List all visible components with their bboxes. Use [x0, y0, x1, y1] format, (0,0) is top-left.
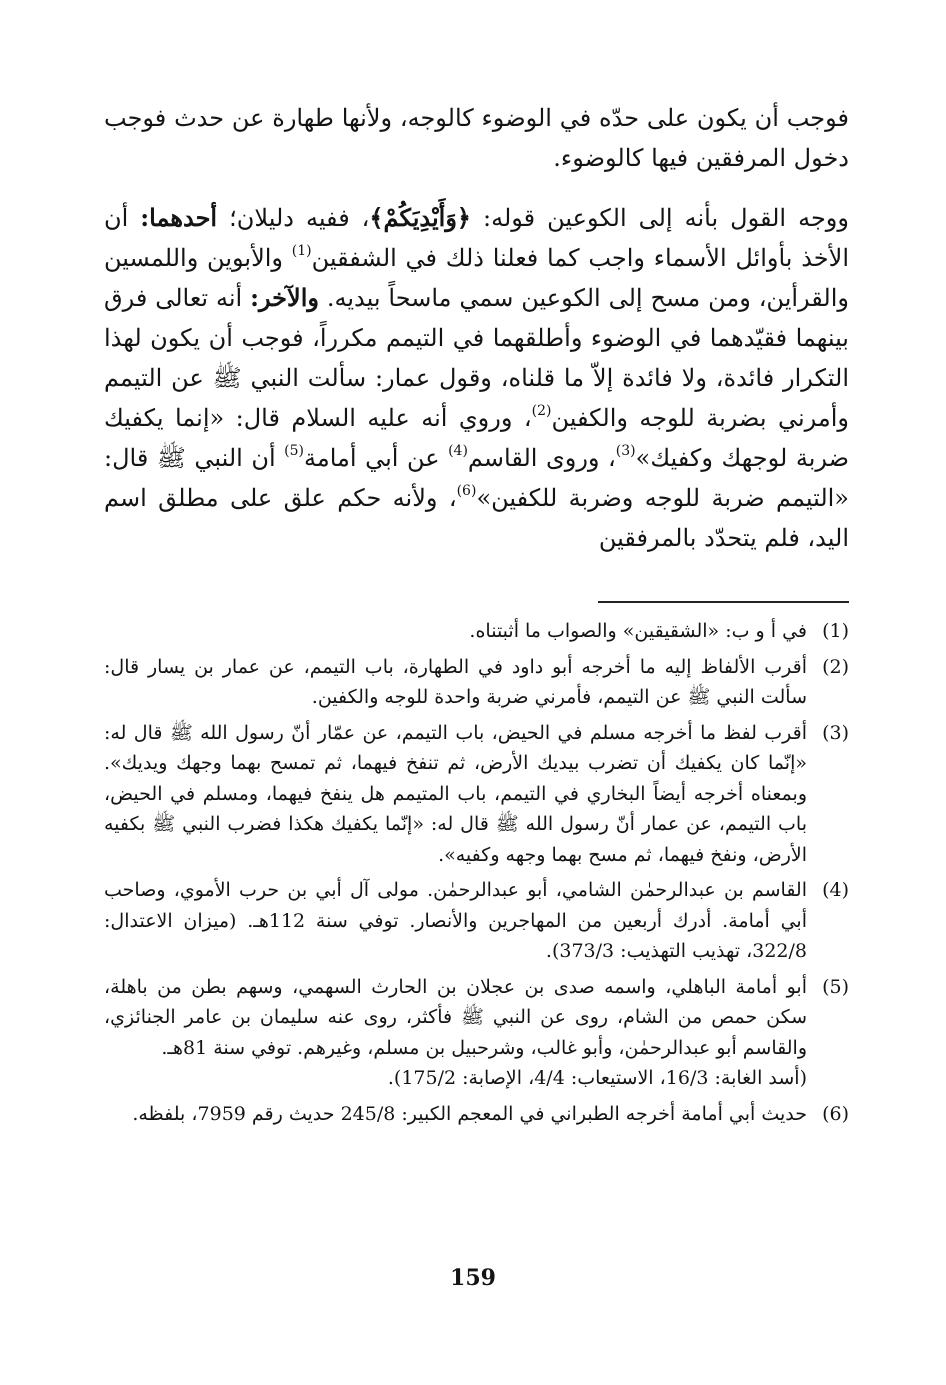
- footnote-text: في أ و ب: «الشقيقين» والصواب ما أثبتناه.: [469, 620, 807, 642]
- footnote-number: (1): [822, 620, 849, 642]
- page-number: 159: [450, 1265, 496, 1291]
- footnote-text: أبو أمامة الباهلي، واسمه صدى بن عجلان بن الحارث السهمي، وسهم بطن من باهلة، سكن حمص من الشام، روى عن النبي ﷺ فأكثر، روى عنه سليمان بن عامر الجنائزي، والقاسم أبو عبدالرحمٰن، وأبو غالب، وشرحبيل بن مسلم، وغيرهم. توفي سنة 81هـ.: [104, 975, 807, 1059]
- footnote-text: حديث أبي أمامة أخرجه الطبراني في المعجم الكبير: 245/8 حديث رقم 7959، بلفظه.: [132, 1102, 807, 1125]
- footnote-text: أقرب الألفاظ إليه ما أخرجه أبو داود في الطهارة، باب التيمم، عن عمار بن يسار قال: سألت النبي ﷺ عن التيمم، فأمرني ضربة واحدة للوجه والكفين.: [104, 655, 807, 708]
- footnote-5: [104, 972, 849, 1094]
- footnote-2: [104, 652, 849, 713]
- footnote-text: القاسم بن عبدالرحمٰن الشامي، أبو عبدالرحمٰن. مولى آل أبي بن حرب الأموي، وصاحب أبي أمامة. أدرك أربعين من المهاجرين والأنصار. توفي سنة 112هـ. (ميزان الاعتدال: 322/8، تهذيب التهذيب: 373/3).: [104, 879, 808, 962]
- footnote-body: [104, 972, 807, 1094]
- footnote-1: [104, 616, 849, 647]
- footnote-number: (6): [822, 1102, 849, 1125]
- paragraph-2: ووجه القول بأنه إلى الكوعين قوله: ﴿وَأَيْدِيَكُمْ﴾، ففيه دليلان؛ أحدهما: أن الأخذ بأوائل الأسماء واجب كما فعلنا ذلك في الشفقين$^{(1)}$ والأبوين واللمسين والقرأين، ومن مسح إلى الكوعين سمي ماسحاً بيديه. والآخر: أنه تعالى فرق بينهما فقيّدهما في الوضوء وأطلقهما في التيمم مكرراً، فوجب أن يكون لهذا التكرار فائدة، ولا فائدة إلاّ ما قلناه، وقول عمار: سألت النبي ﷺ عن التيمم وأمرني بضربة للوجه والكفين$^{(2)}$، وروي أنه عليه السلام قال: «إنما يكفيك ضربة لوجهك وكفيك»$^{(3)}$، وروى القاسم$^{(4)}$ عن أبي أمامة$^{(5)}$ أن النبي ﷺ قال: «التيمم ضربة للوجه وضربة للكفين»$^{(6)}$، ولأنه حكم علق على مطلق اسم اليد، فلم يتحدّد بالمرفقين: [104, 203, 850, 552]
- footnotes: [104, 616, 849, 1134]
- footnote-number: (4): [822, 879, 849, 901]
- footnote-ref-5: (5): [284, 443, 304, 459]
- quran-verse: ﴿وَأَيْدِيَكُمْ﴾: [369, 203, 471, 232]
- footnote-ref-3: (3): [615, 443, 636, 459]
- footnote-ref-2: (2): [531, 403, 552, 419]
- footnote-3: [104, 718, 849, 871]
- footnote-number: (2): [822, 655, 849, 678]
- footnote-separator: [598, 601, 849, 603]
- footnote-text: أقرب لفظ ما أخرجه مسلم في الحيض، باب التيمم، عن عمّار أنّ رسول الله ﷺ قال له: «إنّما كان يكفيك أن تضرب بيديك الأرض، ثم تنفخ فيهما، ثم تمسح بهما وجهك ويديك». وبمعناه أخرجه أيضاً البخاري في التيمم، باب المتيمم هل ينفخ فيهما، ومسلم في الحيض، باب التيمم، عن عمار أنّ رسول الله ﷺ قال له: «إنّما يكفيك هكذا فضرب النبي ﷺ بكفيه الأرض، ونفخ فيهما، ثم مسح بهما وجهه وكفيه».: [104, 721, 807, 866]
- second-evidence-label: والآخر:: [250, 283, 319, 312]
- footnote-number: (3): [822, 721, 849, 744]
- footnote-ref-6: (6): [456, 483, 477, 499]
- footnote-ref-1: (1): [291, 243, 312, 259]
- footnote-sources: (أسد الغابة: 16/3، الاستيعاب: 4/4، الإصابة: 175/2).: [387, 1067, 807, 1089]
- main-text: [104, 98, 849, 558]
- paragraph-1: فوجب أن يكون على حدّه في الوضوء كالوجه، ولأنها طهارة عن حدث فوجب دخول المرفقين فيها كالوضوء.: [104, 104, 849, 172]
- footnote-4: [104, 875, 849, 967]
- footnote-number: (5): [822, 975, 849, 998]
- footnote-ref-4: (4): [448, 443, 468, 459]
- footnote-6: [104, 1099, 849, 1130]
- first-evidence-label: أحدهما:: [140, 203, 218, 232]
